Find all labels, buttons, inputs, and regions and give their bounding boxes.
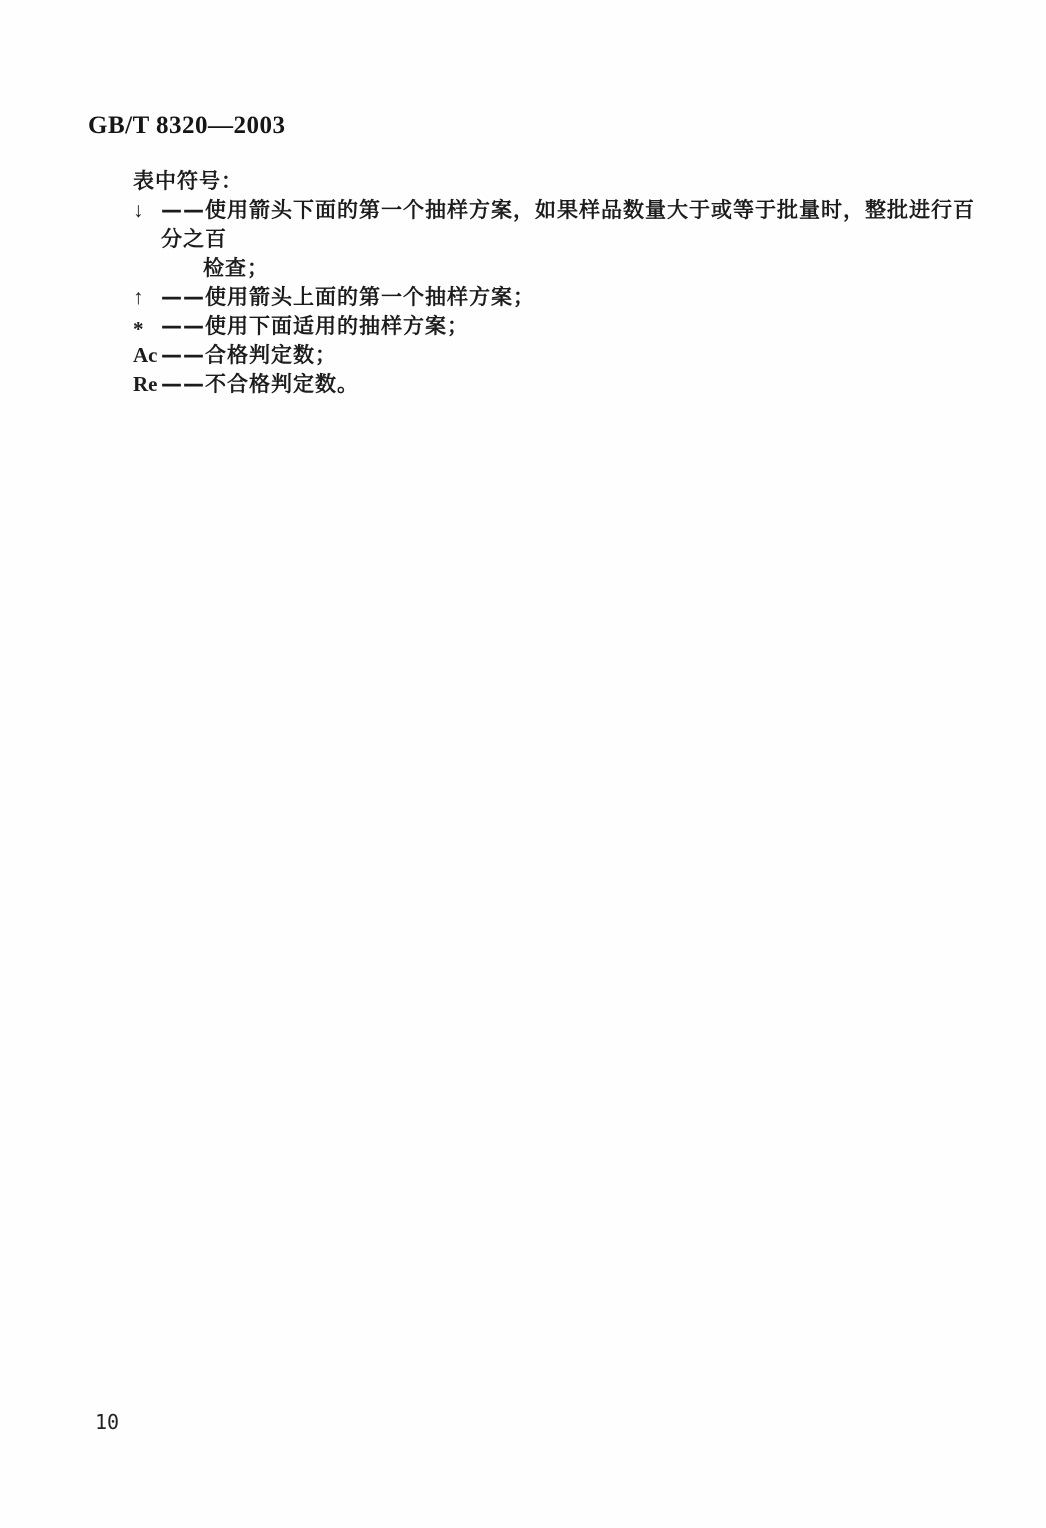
entry-text: ——合格判定数； [161, 343, 337, 367]
entry-body [161, 283, 978, 312]
asterisk-icon: * [133, 317, 144, 341]
up-arrow-icon: ↑ [133, 285, 144, 309]
re-symbol: Re [133, 372, 158, 396]
entry-text: ——使用箭头上面的第一个抽样方案； [161, 285, 535, 309]
entry-text: ——使用箭头下面的第一个抽样方案，如果样品数量大于或等于批量时，整批进行百分之百 [161, 198, 975, 251]
symbol-entry-down-arrow [133, 196, 978, 283]
doc-number: GB/T 8320—2003 [88, 112, 286, 139]
entry-body [161, 312, 978, 341]
symbol-entry-re [133, 370, 978, 399]
entry-text: ——使用下面适用的抽样方案； [161, 314, 469, 338]
page-number: 10 [95, 1410, 120, 1434]
down-arrow-icon: ↓ [133, 198, 144, 222]
entry-body [161, 370, 978, 399]
entry-text: ——不合格判定数。 [161, 372, 359, 396]
symbols-lead: 表中符号： [133, 169, 243, 193]
entry-continuation-text: 检查； [203, 256, 269, 280]
entry-body [161, 341, 978, 370]
entry-body [161, 196, 978, 283]
ac-symbol: Ac [133, 343, 158, 367]
symbols-legend [133, 167, 978, 399]
symbol-entry-up-arrow [133, 283, 978, 312]
symbol-entry-ac [133, 341, 978, 370]
symbol-entry-asterisk [133, 312, 978, 341]
